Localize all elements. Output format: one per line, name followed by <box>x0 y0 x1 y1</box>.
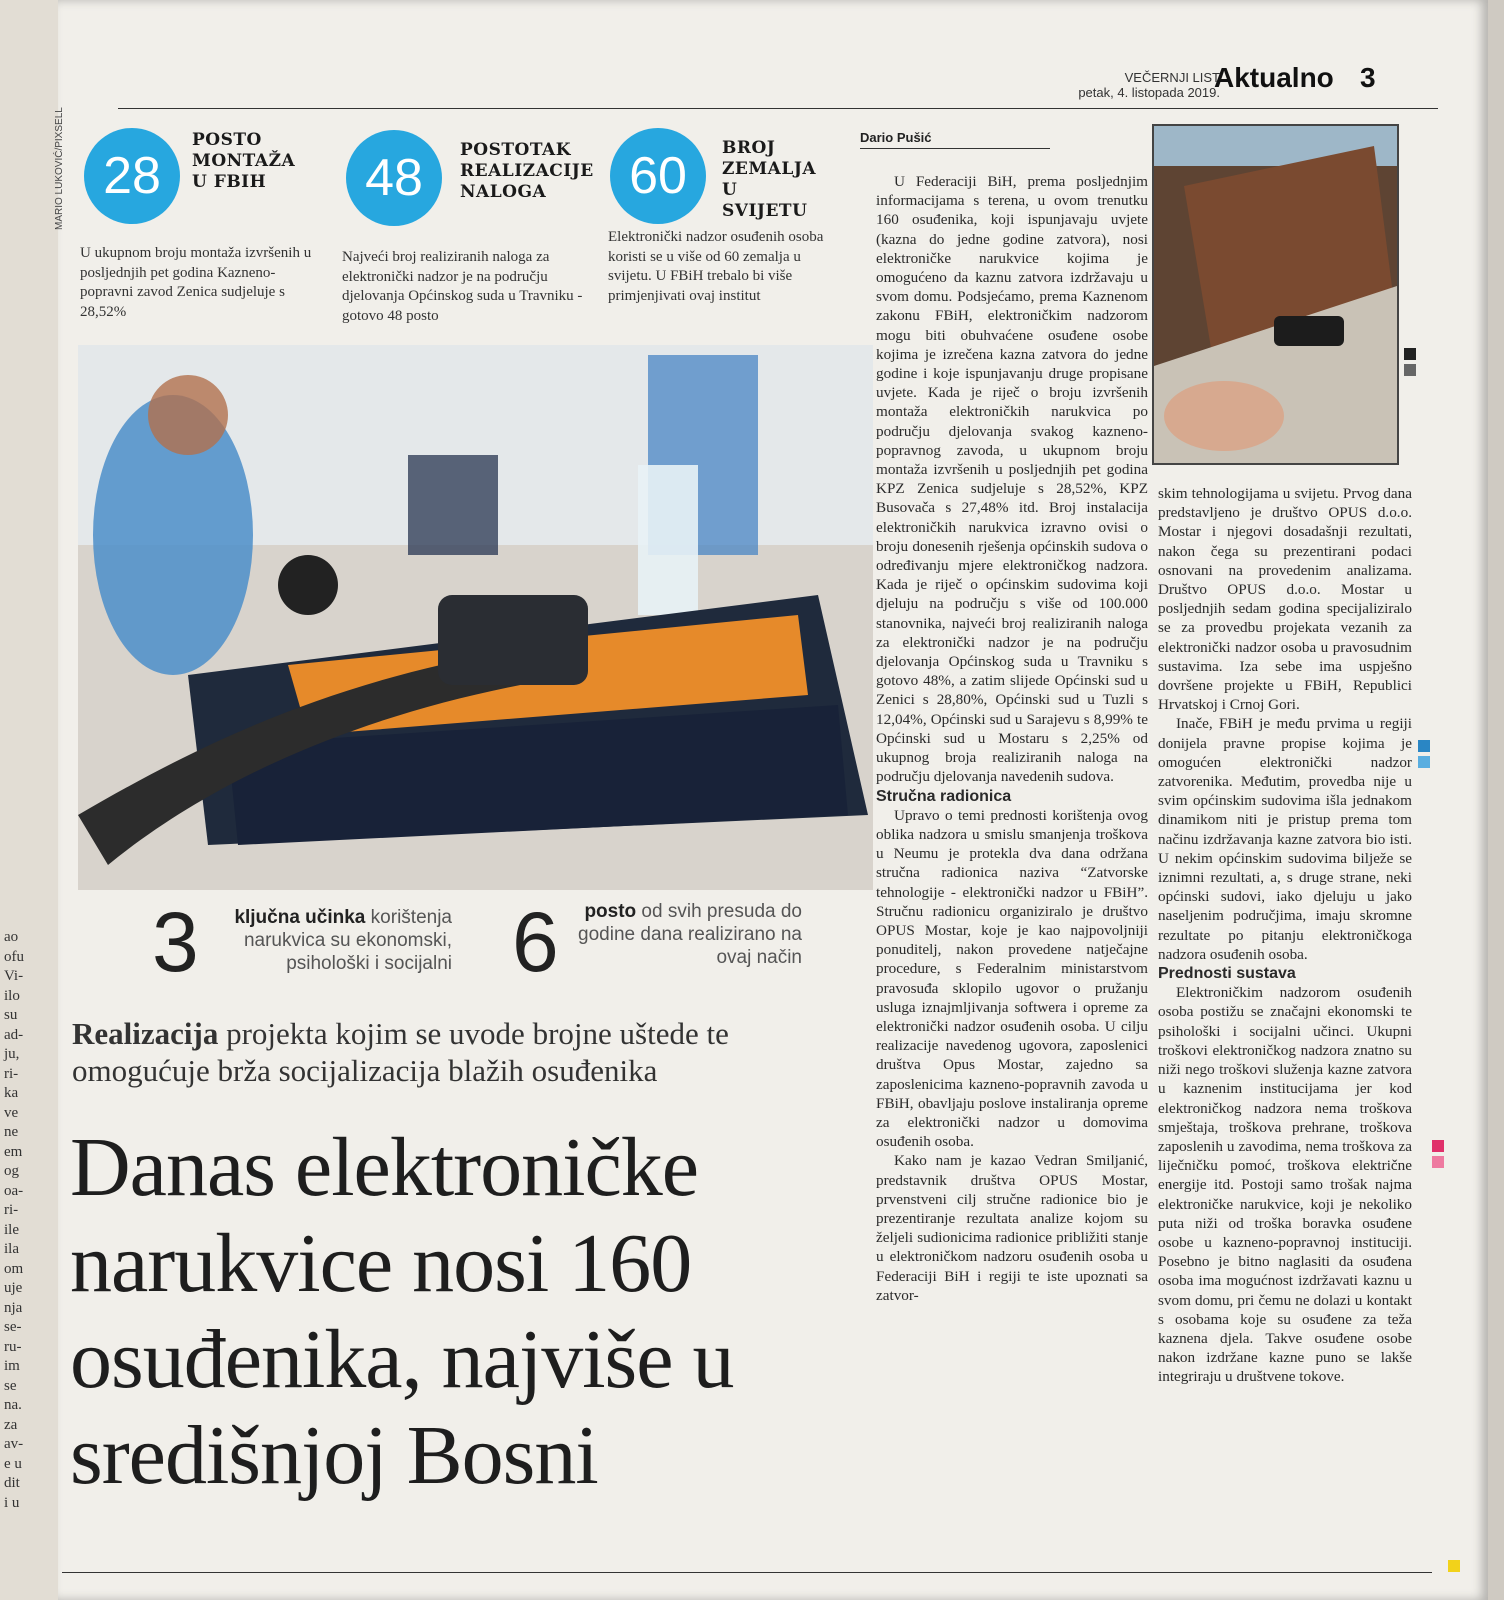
issue-date: petak, 4. listopada 2019. <box>1078 85 1220 100</box>
fact-2-number: 6 <box>512 895 559 989</box>
adjacent-page-word: ad- <box>4 1026 24 1043</box>
adjacent-page-word: ka <box>4 1085 19 1101</box>
adjacent-page-word: ve <box>4 1104 19 1121</box>
author-byline: Dario Pušić <box>860 130 932 145</box>
adjacent-page-word: em <box>4 1143 23 1160</box>
paragraph: U Federaciji BiH, prema posljednjim informacijama s terena, u ovom trenutku 160 osuđenika, koji ispunjavaju uvjete (kazna do jedne godine zatvora), nosi elektroničke narukvice kojima je omogućeno da kaznu zatvora izdržavaju u svom domu. Podsjećamo, prema Kaznenom zakonu FBiH, elektroničkim nadzorom mogu biti obuhvaćene osuđene osobe kojima je izrečena kazna zatvora do jedne godine i koje ispunjavanju druge propisane uvjete. Kada je riječ o broju izvršenih montaža elektroničkih narukvica po području djelovanja svakog kazneno-popravnog zavoda, u ukupnom broju montaža izvršenih u posljednjih pet godina KPZ Zenica sudjeluje s 28,52%, KPZ Busovača s 27,48% itd. Broj instalacija elektroničkih narukvica izravno ovisi o broju donesenih rješenja općinskih sudova o određivanju mjere elektroničkog nadzora. Kada je riječ o općinskim sudovima koji djeluju na području s više od 100.000 stanovnika, najveći broj realiziranih naloga za elektronički nadzor je na području djelovanja Općinskog suda u Travniku s gotovo 48%, a zatim slijede Općinski sud u Zenici s 28,80%, Općinski sud u Tuzli s 12,04%, Općinski sud u Sarajevu s 8,99% te Općinski sud u Mostaru s 2,25% od ukupnog broja realiziranih naloga na području djelovanja navedenih sudova. <box>876 173 1148 786</box>
ankle-bracelet-photo <box>1154 126 1397 463</box>
stat-circle: 60 <box>610 128 706 224</box>
page-number: 3 <box>1360 62 1376 93</box>
fact-1-text: ključna učinka korištenja narukvica su ekonomski, psihološki i socijalni <box>234 907 452 974</box>
adjacent-page-word: og <box>4 1163 19 1179</box>
stat-circle: 28 <box>84 128 180 224</box>
print-mark <box>1432 1140 1444 1152</box>
main-photo <box>78 345 873 890</box>
fact-2-text: posto od svih presuda do godine dana realizirano na ovaj način <box>578 901 802 968</box>
stat-title: POSTOTAK REALIZACIJE NALOGA <box>460 140 594 202</box>
photo-credit: MARIO LUKOVIĆ/PIXSELL <box>54 107 65 230</box>
adjacent-page-word: su <box>4 1007 18 1023</box>
adjacent-page-word: ile <box>4 1221 19 1238</box>
adjacent-page-word: ofu <box>4 948 24 965</box>
paragraph: Elektroničkim nadzorom osuđenih osoba postižu se značajni ekonomski te psihološki i socijalni učinci. Ukupni troškovi elektroničkog nadzora znatno su niži nego troškovi služenja kazne zatvora u kaznenim institucijama jer kod elektroničkog nadzora nema troškova smještaja, troškova prehrane, troškova zaposlenih u zavodima, nema troškova za liječničku pomoć, troškova električne energije itd. Postoji samo trošak najma elektroničke narukvice, koji je nekoliko puta niži od troška boravka osuđene osobe u kazneno-popravnoj instituciji. Posebno je bitno naglasiti da osuđena osoba ima mogućnost izdržavati kaznu u svom domu, pri čemu ne dolazi u kontakt s osobama koje su osuđene za teža kaznena djela. Takve osuđene osobe nakon izdržane kazne puno se lakše integriraju u društvene tokove. <box>1158 984 1412 1386</box>
adjacent-page-word: e u <box>4 1455 22 1472</box>
adjacent-page-word: Vi- <box>4 968 24 984</box>
stat-description: U ukupnom broju montaža izvršenih u posljednjih pet godina Kazneno-popravni zavod Zenica sudjeluje s 28,52% <box>80 245 312 320</box>
adjacent-page-text <box>4 928 24 1513</box>
paragraph: skim tehnologijama u svijetu. Prvog dana predstavljeno je društvo OPUS d.o.o. Mostar i njegovi dosadašnji rezultati, nakon čega su prezentirani podaci osnovani na provedenim analizama. Društvo OPUS d.o.o. Mostar u posljednjih sedam godina specijaliziralo se za provedbu projekata vezanih za elektronički nadzor osoba u pravosudnim sustavima. Iza sebe ima uspješno dovršene projekte u FBiH, Republici Hrvatskoj i Crnoj Gori. <box>1158 485 1412 714</box>
adjacent-page-word: ri- <box>4 1202 19 1218</box>
adjacent-page-word: im <box>4 1358 20 1374</box>
adjacent-page-word: ila <box>4 1241 19 1257</box>
print-mark <box>1448 1560 1460 1572</box>
print-mark <box>1432 1156 1444 1168</box>
adjacent-page-word: se- <box>4 1319 22 1335</box>
print-mark <box>1404 348 1416 360</box>
subheading: Prednosti sustava <box>1158 965 1296 983</box>
paragraph: Upravo o temi prednosti korištenja ovog oblika nadzora u smislu smanjenja troškova u Neumu je protekla dva dana održana stručna radionica naziva “Zatvorske tehnologije - elektronički nadzor u FBiH”. Stručnu radionicu organiziralo je društvo OPUS Mostar, koje je kao najpovoljniji ponuditelj, nakon provedene natječajne procedure, s Federalnim ministarstvom pravosuđa sklopilo ugovor o pružanju usluga iznajmljivanja softwera i opreme za elektronički nadzor osuđenih osoba. U cilju realizacije navedenog ugovora, zaposlenici društva Opus Mostar, zajedno sa zaposlenicima kazneno-popravnih zavoda u FBiH, obavljaju poslove instaliranja opreme za elektronički nadzor u domovima osuđenih osoba. <box>876 806 1148 1151</box>
stat-circle: 48 <box>346 130 442 226</box>
adjacent-page-word: av- <box>4 1436 24 1452</box>
article-headline: Danas elektroničke narukvice nosi 160 osuđenika, najviše u središnjoj Bosni <box>70 1121 734 1502</box>
byline-rule <box>860 148 1050 149</box>
adjacent-page-word: dit <box>4 1475 20 1491</box>
adjacent-page-word: ilo <box>4 987 20 1004</box>
article-subtitle: Realizacija projekta kojim se uvode brojne uštede te omogućuje brža socijalizacija blažih osuđenika <box>72 1016 729 1088</box>
body-column-2 <box>1158 484 1412 1387</box>
adjacent-page-word: se <box>4 1377 17 1394</box>
fact-1-number: 3 <box>152 895 199 989</box>
paragraph: Inače, FBiH je među prvima u regiji donijela pravne propise kojima je omogućen elektronički nadzor zatvorenika. Međutim, provedba nije u svim općinskim sudovima išla jednakom dinamikom niti je pristup prema tom načinu izdržavanja kazne zatvora bio isti. U nekim općinskim sudovima bilježe se iznimni rezultati, a, s druge strane, neki općinski sudovi, iako djeluju u jako naseljenim područjima, imaju skromne rezultate po pitanju elektroničkoga nadzora osuđenih osoba. <box>1158 715 1412 963</box>
adjacent-page-sliver <box>0 0 58 1600</box>
stat-title: BROJ ZEMALJA U SVIJETU <box>722 138 817 221</box>
adjacent-page-word: ao <box>4 929 19 945</box>
side-photo <box>1152 124 1399 465</box>
adjacent-page-word: uje <box>4 1280 23 1296</box>
adjacent-page-word: nja <box>4 1299 23 1316</box>
footer-rule <box>62 1572 1432 1573</box>
stat-title: POSTO MONTAŽA U FBIH <box>192 130 296 192</box>
adjacent-page-word: ru- <box>4 1338 22 1355</box>
section-title: Aktualno <box>1214 62 1334 93</box>
print-mark <box>1418 756 1430 768</box>
adjacent-page-word: ri- <box>4 1065 19 1082</box>
adjacent-page-word: na. <box>4 1397 22 1413</box>
paragraph: Kako nam je kazao Vedran Smiljanić, predstavnik društva OPUS Mostar, prvenstveni cilj stručne radionice bio je prezentiranje rezultata analize kojom su željeli sudionicima radionice približiti stanje u elektroničkom nadzoru osuđenih osoba u Federaciji BiH i regiji te iste upoznati sa zatvor- <box>876 1152 1148 1304</box>
stat-description: Najveći broj realiziranih naloga za elektronički nadzor je na području djelovanja Općinskog suda u Travniku - gotovo 48 posto <box>342 249 583 324</box>
adjacent-page-word: i u <box>4 1494 20 1511</box>
adjacent-page-word: za <box>4 1416 18 1433</box>
paper-name: VEČERNJI LIST <box>1124 70 1220 85</box>
print-mark <box>1404 364 1416 376</box>
adjacent-page-word: om <box>4 1260 24 1277</box>
ankle-monitor-photo <box>78 345 873 890</box>
adjacent-page-word: ne <box>4 1124 19 1140</box>
stat-description: Elektronički nadzor osuđenih osoba koristi se u više od 60 zemalja u svijetu. U FBiH trebalo bi više primjenjivati ovaj institut <box>608 229 824 304</box>
body-column-1 <box>876 172 1148 1305</box>
adjacent-page-word: oa- <box>4 1182 24 1199</box>
masthead <box>1010 70 1220 100</box>
header-rule <box>118 108 1438 109</box>
adjacent-page-word: ju, <box>4 1046 20 1062</box>
subheading: Stručna radionica <box>876 787 1012 805</box>
print-mark <box>1418 740 1430 752</box>
